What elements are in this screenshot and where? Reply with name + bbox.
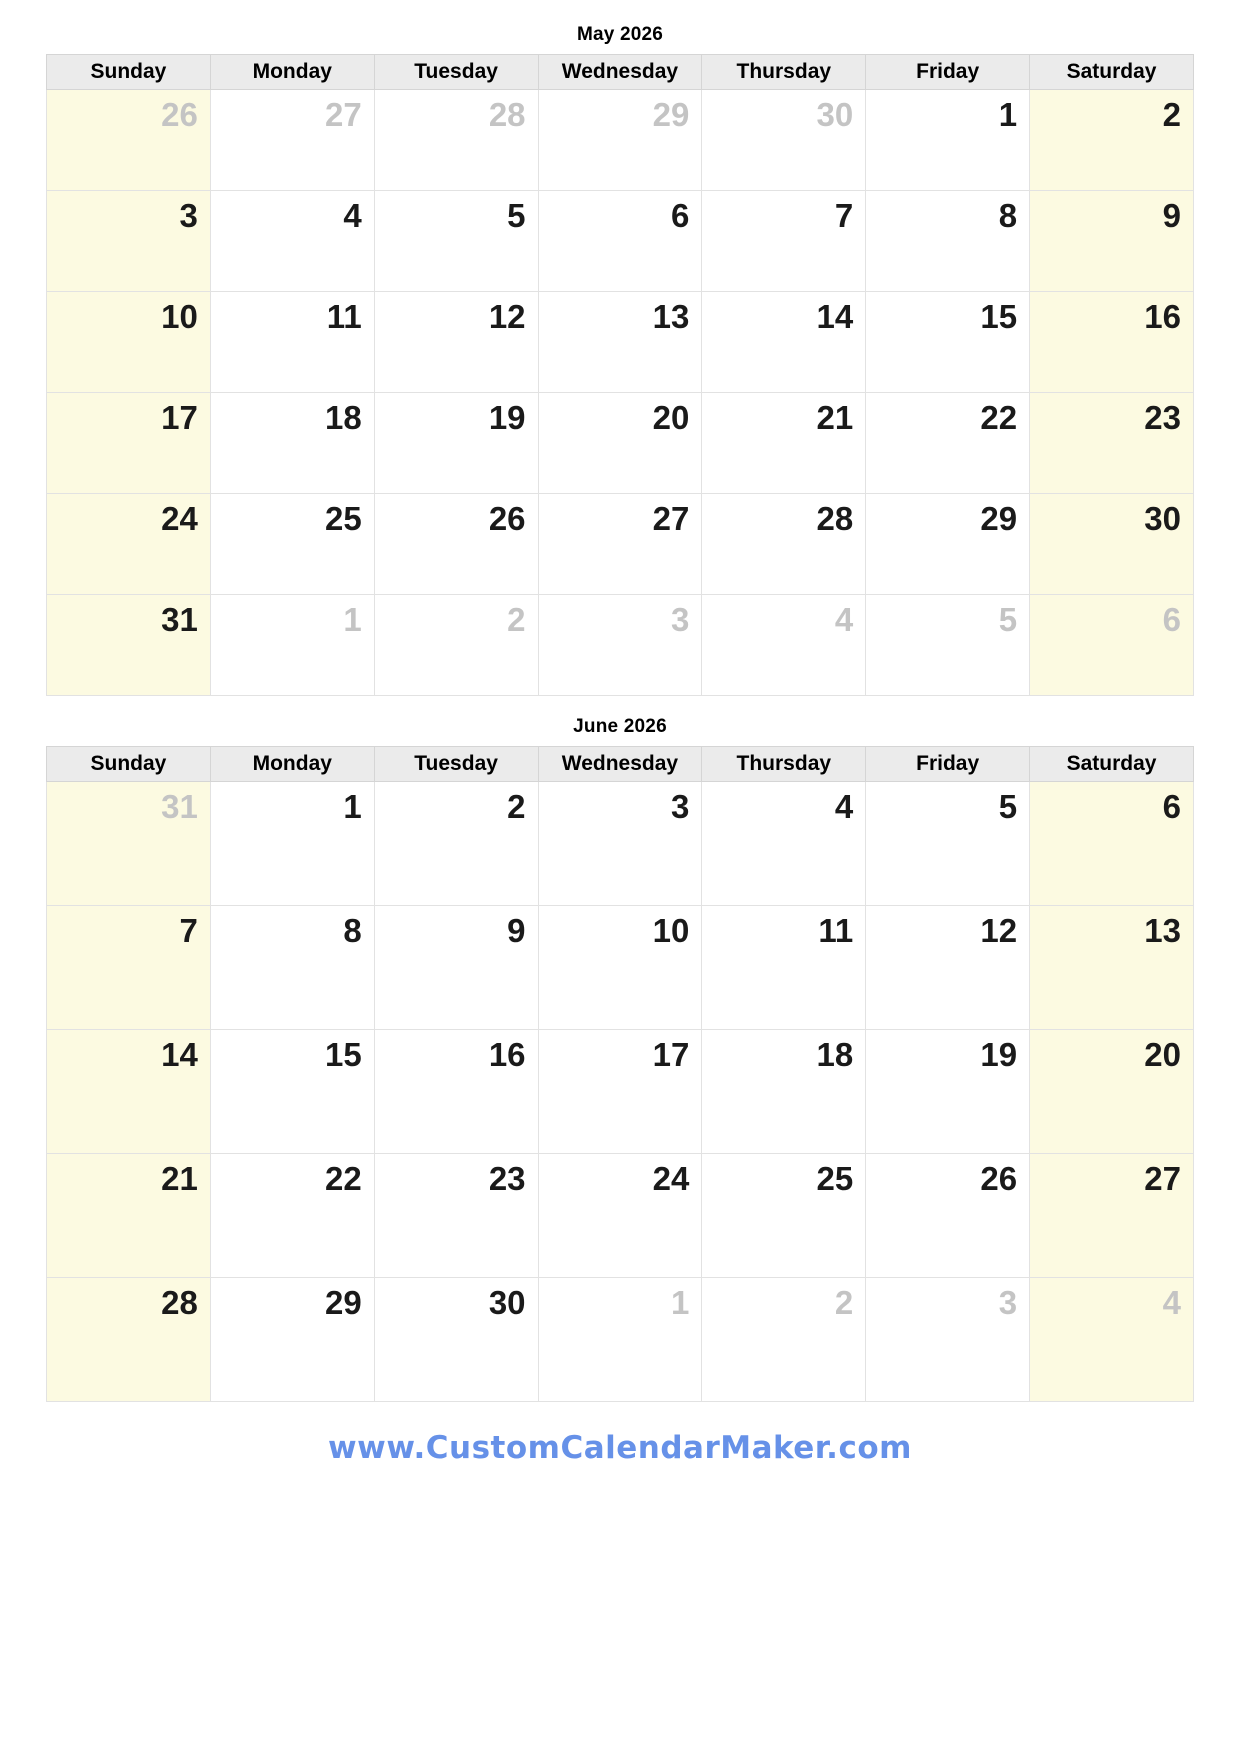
- calendar-day-cell[interactable]: 20: [1030, 1030, 1194, 1154]
- calendar-day-cell[interactable]: 18: [210, 393, 374, 494]
- weekday-header: Monday: [210, 55, 374, 90]
- calendar-day-cell[interactable]: 21: [47, 1154, 211, 1278]
- calendar-week-row: [47, 292, 1194, 393]
- calendar-day-cell-adjacent[interactable]: 4: [702, 595, 866, 696]
- calendar-week-row: [47, 191, 1194, 292]
- weekday-header-row: [47, 55, 1194, 90]
- calendar-week-row: [47, 494, 1194, 595]
- calendar-day-cell[interactable]: 14: [47, 1030, 211, 1154]
- calendar-day-cell[interactable]: 22: [866, 393, 1030, 494]
- calendar-day-cell[interactable]: 20: [538, 393, 702, 494]
- calendar-day-cell-adjacent[interactable]: 30: [702, 90, 866, 191]
- calendar-day-cell[interactable]: 3: [538, 782, 702, 906]
- calendar-day-cell[interactable]: 27: [1030, 1154, 1194, 1278]
- calendar-day-cell[interactable]: 8: [866, 191, 1030, 292]
- calendar-day-cell[interactable]: 27: [538, 494, 702, 595]
- calendar-day-cell[interactable]: 17: [538, 1030, 702, 1154]
- weekday-header-row: [47, 747, 1194, 782]
- calendar-week-row: [47, 595, 1194, 696]
- calendar-table-may: [46, 54, 1194, 696]
- calendar-day-cell[interactable]: 9: [1030, 191, 1194, 292]
- calendar-week-row: [47, 1030, 1194, 1154]
- calendar-day-cell[interactable]: 11: [702, 906, 866, 1030]
- calendar-body-june: [47, 782, 1194, 1402]
- calendar-day-cell[interactable]: 18: [702, 1030, 866, 1154]
- weekday-header: Thursday: [702, 55, 866, 90]
- calendar-day-cell[interactable]: 6: [538, 191, 702, 292]
- calendar-day-cell-adjacent[interactable]: 31: [47, 782, 211, 906]
- calendar-day-cell[interactable]: 26: [374, 494, 538, 595]
- calendar-day-cell[interactable]: 10: [47, 292, 211, 393]
- weekday-header: Wednesday: [538, 55, 702, 90]
- calendar-week-row: [47, 90, 1194, 191]
- calendar-week-row: [47, 782, 1194, 906]
- calendar-day-cell[interactable]: 30: [374, 1278, 538, 1402]
- calendar-day-cell[interactable]: 4: [702, 782, 866, 906]
- calendar-day-cell[interactable]: 30: [1030, 494, 1194, 595]
- calendar-day-cell-adjacent[interactable]: 3: [866, 1278, 1030, 1402]
- calendar-day-cell-adjacent[interactable]: 4: [1030, 1278, 1194, 1402]
- calendar-day-cell[interactable]: 7: [47, 906, 211, 1030]
- calendar-day-cell[interactable]: 2: [1030, 90, 1194, 191]
- month-spacer: [46, 696, 1194, 710]
- calendar-day-cell[interactable]: 6: [1030, 782, 1194, 906]
- calendar-day-cell[interactable]: 1: [210, 782, 374, 906]
- calendar-day-cell[interactable]: 29: [210, 1278, 374, 1402]
- month-block-may: [46, 24, 1194, 696]
- weekday-header: Thursday: [702, 747, 866, 782]
- calendar-day-cell-adjacent[interactable]: 27: [210, 90, 374, 191]
- calendar-day-cell[interactable]: 31: [47, 595, 211, 696]
- weekday-header: Sunday: [47, 55, 211, 90]
- month-title: May 2026: [576, 24, 664, 45]
- calendar-day-cell-adjacent[interactable]: 26: [47, 90, 211, 191]
- calendar-day-cell[interactable]: 5: [866, 782, 1030, 906]
- calendar-day-cell[interactable]: 5: [374, 191, 538, 292]
- calendar-day-cell-adjacent[interactable]: 3: [538, 595, 702, 696]
- calendar-day-cell[interactable]: 4: [210, 191, 374, 292]
- calendar-day-cell-adjacent[interactable]: 1: [538, 1278, 702, 1402]
- calendar-day-cell[interactable]: 15: [866, 292, 1030, 393]
- calendar-body-may: [47, 90, 1194, 696]
- weekday-header: Saturday: [1030, 55, 1194, 90]
- footer-website-url: www.CustomCalendarMaker.com: [328, 1430, 912, 1466]
- calendar-day-cell[interactable]: 13: [538, 292, 702, 393]
- calendar-day-cell[interactable]: 19: [866, 1030, 1030, 1154]
- calendar-day-cell-adjacent[interactable]: 2: [702, 1278, 866, 1402]
- weekday-header: Wednesday: [538, 747, 702, 782]
- calendar-day-cell[interactable]: 7: [702, 191, 866, 292]
- calendar-day-cell[interactable]: 24: [538, 1154, 702, 1278]
- weekday-header: Tuesday: [374, 55, 538, 90]
- calendar-day-cell-adjacent[interactable]: 28: [374, 90, 538, 191]
- calendar-day-cell[interactable]: 12: [866, 906, 1030, 1030]
- calendar-day-cell[interactable]: 10: [538, 906, 702, 1030]
- calendar-day-cell[interactable]: 21: [702, 393, 866, 494]
- calendar-day-cell[interactable]: 14: [702, 292, 866, 393]
- weekday-header: Tuesday: [374, 747, 538, 782]
- calendar-week-row: [47, 1154, 1194, 1278]
- weekday-header: Sunday: [47, 747, 211, 782]
- calendar-day-cell[interactable]: 19: [374, 393, 538, 494]
- calendar-day-cell[interactable]: 11: [210, 292, 374, 393]
- calendar-day-cell[interactable]: 25: [210, 494, 374, 595]
- month-block-june: [46, 716, 1194, 1402]
- calendar-day-cell[interactable]: 16: [374, 1030, 538, 1154]
- calendar-day-cell-adjacent[interactable]: 6: [1030, 595, 1194, 696]
- calendar-day-cell-adjacent[interactable]: 29: [538, 90, 702, 191]
- calendar-day-cell[interactable]: 17: [47, 393, 211, 494]
- calendar-day-cell[interactable]: 22: [210, 1154, 374, 1278]
- calendar-day-cell[interactable]: 16: [1030, 292, 1194, 393]
- weekday-header: Friday: [866, 55, 1030, 90]
- calendar-day-cell[interactable]: 3: [47, 191, 211, 292]
- calendar-day-cell-adjacent[interactable]: 5: [866, 595, 1030, 696]
- month-title: June 2026: [573, 716, 667, 737]
- weekday-header: Saturday: [1030, 747, 1194, 782]
- calendar-day-cell[interactable]: 25: [702, 1154, 866, 1278]
- calendar-table-june: [46, 746, 1194, 1402]
- calendar-day-cell[interactable]: 24: [47, 494, 211, 595]
- calendar-day-cell[interactable]: 2: [374, 782, 538, 906]
- calendar-day-cell[interactable]: 8: [210, 906, 374, 1030]
- weekday-header: Monday: [210, 747, 374, 782]
- calendar-day-cell[interactable]: 13: [1030, 906, 1194, 1030]
- calendar-day-cell[interactable]: 1: [866, 90, 1030, 191]
- calendar-day-cell[interactable]: 9: [374, 906, 538, 1030]
- calendar-day-cell[interactable]: 12: [374, 292, 538, 393]
- calendar-day-cell-adjacent[interactable]: 1: [210, 595, 374, 696]
- calendar-day-cell[interactable]: 28: [47, 1278, 211, 1402]
- calendar-day-cell[interactable]: 26: [866, 1154, 1030, 1278]
- calendar-week-row: [47, 1278, 1194, 1402]
- calendar-day-cell[interactable]: 15: [210, 1030, 374, 1154]
- calendar-day-cell[interactable]: 23: [374, 1154, 538, 1278]
- calendar-week-row: [47, 906, 1194, 1030]
- calendar-day-cell[interactable]: 28: [702, 494, 866, 595]
- calendar-day-cell-adjacent[interactable]: 2: [374, 595, 538, 696]
- calendar-day-cell[interactable]: 23: [1030, 393, 1194, 494]
- calendar-week-row: [47, 393, 1194, 494]
- calendar-day-cell[interactable]: 29: [866, 494, 1030, 595]
- weekday-header: Friday: [866, 747, 1030, 782]
